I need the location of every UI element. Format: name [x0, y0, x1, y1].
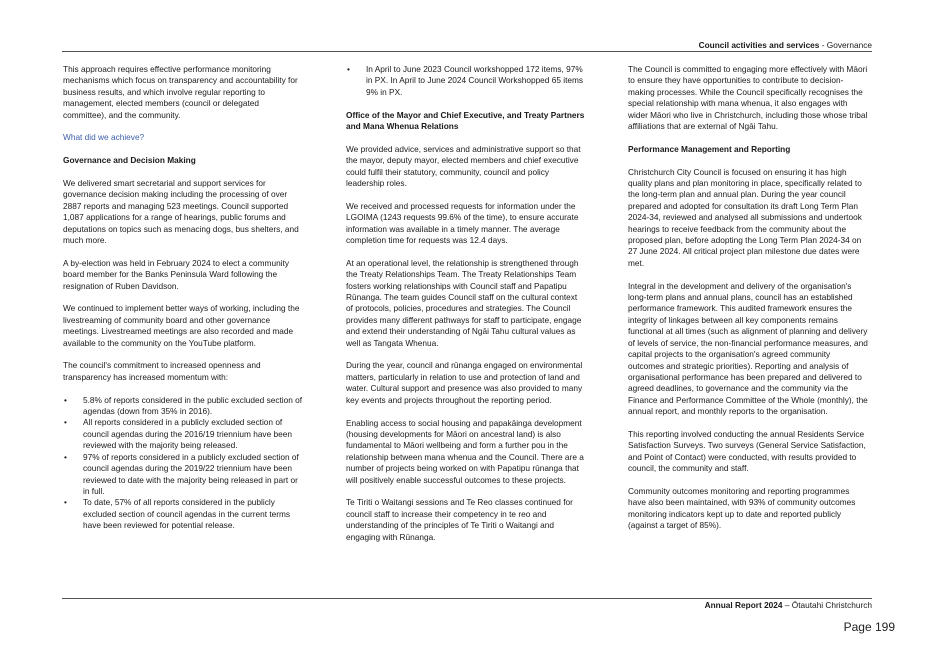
footer-location: – Ōtautahi Christchurch — [782, 600, 872, 610]
paragraph: Community outcomes monitoring and reporting programmes have also been maintained, with 93% of community outcomes monitoring indicators kept up to date and reported publicly (against a target of 85%). — [628, 485, 856, 531]
paragraph: The Council is committed to engaging more effectively with Māori to ensure they have opportunities to contribute to decision-making processes. While the Council specifically recognises the special relationship with mana whenua, it also engages with wider Māori who live in Christchurch, including those whose tribal affiliations that are external of Ngāi Tahu. — [628, 64, 868, 132]
paragraph: A by-election was held in February 2024 to elect a community board member for the Banks Peninsula Ward following the resignation of Ruben Davidson. — [63, 257, 289, 291]
footer-report-title: Annual Report 2024 — [704, 600, 783, 610]
paragraph: We continued to implement better ways of working, including the livestreaming of community board and other governance meetings. Livestreamed meetings are also recorded and made available to the community on the YouTube platform. — [63, 303, 300, 348]
paragraph: We provided advice, services and administrative support so that the mayor, deputy mayor, elected members and chief executive could fulfil their statutory, community, council and policy leadership roles. — [346, 143, 581, 189]
list-item: • All reports considered in a publicly excluded section of council agendas during the 2016/19 triennium have been reviewed with the majority being released. — [63, 417, 303, 451]
section-heading: Governance and Decision Making — [63, 155, 196, 166]
section-heading: Performance Management and Reporting — [628, 143, 791, 154]
list-item: • 5.8% of reports considered in the public excluded section of agendas (down from 35% in 2016). — [63, 395, 303, 418]
column-middle — [346, 64, 586, 554]
paragraph: This reporting involved conducting the annual Residents Service Satisfaction Surveys. Two surveys (General Service Satisfaction, and Point of Contact) were conducted, with results provided to council, the community and staff. — [628, 428, 866, 474]
bullet-list — [63, 395, 303, 532]
header-section-title: Council activities and services — [698, 40, 820, 50]
paragraph: The council's commitment to increased openness and transparency has increased momentum with: — [63, 360, 261, 382]
section-link-what-did-we-achieve[interactable]: What did we achieve? — [63, 132, 145, 143]
bullet-list — [346, 64, 586, 98]
running-footer — [705, 600, 872, 610]
section-heading: Office of the Mayor and Chief Executive, and Treaty Partners and Mana Whenua Relations — [346, 109, 585, 132]
page-number: Page 199 — [843, 620, 895, 634]
list-item: • In April to June 2023 Council workshopped 172 items, 97% in PX. In April to June 2024 Council Workshopped 65 items 9% in PX. — [346, 64, 586, 98]
header-divider — [62, 51, 872, 52]
running-header — [699, 40, 872, 50]
paragraph: We received and processed requests for information under the LGOIMA (1243 requests 99.6% of the time), to ensure accurate information was available in a timely manner. The average completion time for requests was 12.4 days. — [346, 200, 579, 246]
list-item: • To date, 57% of all reports considered in the publicly excluded section of council agendas in the current terms have been reviewed for potential release. — [63, 497, 303, 531]
paragraph: This approach requires effective performance monitoring mechanisms which focus on transparency and accountability for business results, and which involve regular reporting to management, elected members (council or delegated committee), and the community. — [63, 64, 298, 120]
paragraph: Enabling access to social housing and papakāinga development (housing developments for Māori on ancestral land) is also fundamental to Māori wellbeing and form a further pou in the relationship between mana whenua and the Council. There are a number of projects being worked on with Papatipu rūnanga that will positively enable successful outcomes to these projects. — [346, 417, 584, 485]
header-subsection: - Governance — [819, 40, 872, 50]
list-item: • 97% of reports considered in a publicly excluded section of council agendas during the 2019/22 triennium have been reviewed to date with the majority being released in part or in full. — [63, 452, 303, 498]
column-right — [628, 64, 868, 543]
paragraph: We delivered smart secretarial and support services for governance decision making including the processing of over 2887 reports and managing 523 meetings. Council supported 1,087 applications for a range of hearings, public forums and deputations on topics such as menacing dogs, bus shelters, and much more. — [63, 178, 299, 246]
column-left — [63, 64, 303, 543]
paragraph: At an operational level, the relationship is strengthened through the Treaty Relationships Team. The Treaty Relationships Team fosters working relationships with Council staff and Papatipu Rūnanga. The team guides Council staff on the cultural context of protocols, policies, procedures and strategies. The Council provides many different pathways for staff to participate, engage and extend their understanding of Ngāi Tahu cultural values as well as Tangata Whenua. — [346, 257, 582, 348]
paragraph: Christchurch City Council is focused on ensuring it has high quality plans and plan monitoring in place, specifically related to the long-term plan and annual plan. During the year council prepared and adopted for consultation its draft Long Term Plan 2024-34, reviewed and analysed all submissions and undertook hearings to receive feedback from the community about the proposed plan, before adopting the Long Term Plan 2024-34 on 27 June 2024. All critical project plan milestone due dates were met. — [628, 166, 862, 268]
footer-divider — [62, 598, 872, 599]
paragraph: Te Tiriti o Waitangi sessions and Te Reo classes continued for council staff to increase their competency in te reo and understanding of the principles of Te Tiriti o Waitangi and engaging with Rūnanga. — [346, 497, 573, 542]
paragraph: During the year, council and rūnanga engaged on environmental matters, particularly in relation to use and protection of land and water. Cultural support and presence was also provided to many key events and projects throughout the reporting period. — [346, 360, 583, 405]
paragraph: Integral in the development and delivery of the organisation's long-term plans and annual plans, council has an established performance framework. This audited framework ensures the integrity of linkages between all key components remains functional at all times (such as alignment of planning and delivery of levels of service, the non-financial performance measures, and capital projects to the organisation's agreed community outcomes and strategic priorities). Reporting and analysis of organisational performance has been prepared and delivered to agreed deadlines, to governance and the community via the Finance and Performance Committee of the Whole (monthly), the annual report, and monthly reports to the organisation. — [628, 280, 868, 417]
